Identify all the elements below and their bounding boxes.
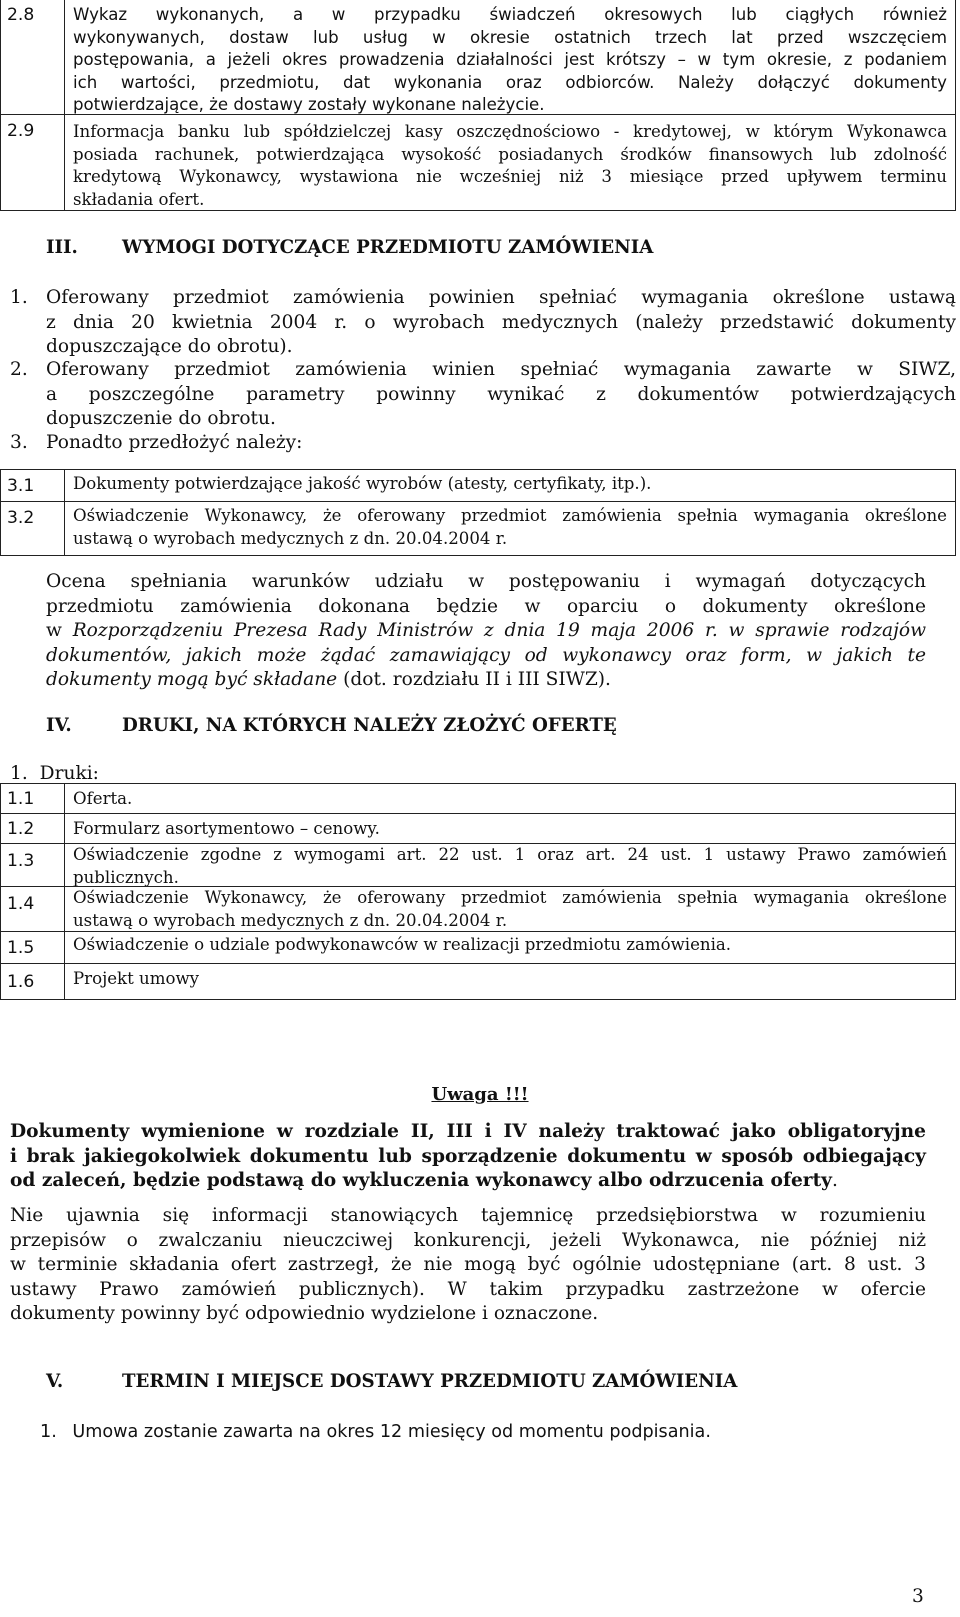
- row-number: 3.1: [1, 470, 65, 501]
- subsection-heading: 1. Druki:: [10, 763, 99, 784]
- warning-paragraph: Nie ujawnia się informacji stanowiących tajemnicę przedsiębiorstwa w rozumieniu przepisów o zwalczaniu nieuczciwej konkurencji, jeżeli Wykonawca, nie później niż w terminie składania ofert zastrzegł, że nie mogą być ogólnie udostępniane (art. 8 ust. 3 ustawy Prawo zamówień publicznych). W takim przypadku zastrzeżone w ofercie dokumenty powinny być odpowiednio wydzielone i oznaczone.: [10, 1205, 926, 1324]
- table-row: [0, 0, 956, 115]
- row-text: Dokumenty potwierdzające jakość wyrobów (atesty, certyfikaty, itp.).: [73, 474, 652, 493]
- table-row: [0, 783, 956, 814]
- item-number: 3.: [10, 432, 28, 453]
- warning-bold-paragraph: Dokumenty wymienione w rozdziale II, III i IV należy traktować jako obligatoryjne i brak jakiegokolwiek dokumentu lub sporządzenie dokumentu w sposób odbiegający od zaleceń, będzie podstawą do wykluczenia wykonawcy albo odrzucenia oferty.: [10, 1121, 926, 1191]
- section-number: V.: [46, 1371, 64, 1392]
- row-number: 1.5: [1, 932, 65, 963]
- row-number: 3.2: [1, 502, 65, 555]
- row-number: 2.9: [1, 115, 65, 210]
- table-row: [0, 813, 956, 844]
- row-text: Oświadczenie Wykonawcy, że oferowany przedmiot zamówienia spełnia wymagania określone ustawą o wyrobach medycznych z dn. 20.04.2004 r.: [73, 506, 947, 548]
- table-row: [0, 931, 956, 964]
- list-item: 3. Ponadto przedłożyć należy:: [10, 431, 956, 456]
- table-row: [0, 963, 956, 1000]
- section-title: TERMIN I MIEJSCE DOSTAWY PRZEDMIOTU ZAMÓWIENIA: [122, 1371, 738, 1392]
- table-row: [0, 469, 956, 502]
- row-text: Oferta.: [73, 789, 133, 808]
- row-text: Formularz asortymentowo – cenowy.: [73, 819, 380, 838]
- page-number: 3: [912, 1586, 924, 1607]
- row-text: Oświadczenie zgodne z wymogami art. 22 ust. 1 oraz art. 24 ust. 1 ustawy Prawo zamówień publicznych.: [73, 845, 947, 887]
- list-item: 1. Oferowany przedmiot zamówienia powinien spełniać wymagania określone ustawą z dnia 20 kwietnia 2004 r. o wyrobach medycznych (należy przedstawić dokumenty dopuszczające do obrotu).: [10, 287, 956, 357]
- warning-title: Uwaga !!!: [431, 1084, 529, 1105]
- row-text: Wykaz wykonanych, a w przypadku świadczeń okresowych lub ciągłych również wykonywanych, dostaw lub usług w okresie ostatnich trzech lat przed wszczęciem postępowania, a jeżeli okres prowadzenia działalności jest krótszy – w tym okresie, z podaniem ich wartości, przedmiotu, dat wykonania oraz odbiorców. Należy dołączyć dokumenty potwierdzające, że dostawy zostały wykonane należycie.: [73, 5, 947, 114]
- table-row: [0, 843, 956, 887]
- section-title: WYMOGI DOTYCZĄCE PRZEDMIOTU ZAMÓWIENIA: [122, 237, 654, 258]
- row-text: Informacja banku lub spółdzielczej kasy oszczędnościowo - kredytowej, w którym Wykonawca posiada rachunek, potwierdzająca wysokość posiadanych środków finansowych lub zdolność kredytową Wykonawcy, wystawiona nie wcześniej niż 3 miesiące przed upływem terminu składania ofert.: [73, 122, 947, 209]
- item-number: 2.: [10, 359, 28, 380]
- row-number: 2.8: [1, 0, 65, 114]
- table-row: [0, 501, 956, 556]
- section-number: III.: [46, 237, 78, 258]
- assessment-paragraph: Ocena spełniania warunków udziału w postępowaniu i wymagań dotyczących przedmiotu zamówienia dokonana będzie w oparciu o dokumenty określone w Rozporządzeniu Prezesa Rady Ministrów z dnia 19 maja 2006 r. w sprawie rodzajów dokumentów, jakich może żądać zamawiający od wykonawcy oraz form, w jakich te dokumenty mogą być składane (dot. rozdziału II i III SIWZ).: [46, 571, 926, 690]
- item-number: 1.: [10, 287, 28, 308]
- row-text: Oświadczenie o udziale podwykonawców w realizacji przedmiotu zamówienia.: [73, 935, 732, 954]
- section-title: DRUKI, NA KTÓRYCH NALEŻY ZŁOŻYĆ OFERTĘ: [122, 715, 617, 736]
- section-number: IV.: [46, 715, 72, 736]
- row-number: 1.4: [1, 887, 65, 931]
- row-text: Projekt umowy: [73, 969, 200, 988]
- row-number: 1.2: [1, 814, 65, 843]
- list-item: 1. Umowa zostanie zawarta na okres 12 miesięcy od momentu podpisania.: [40, 1422, 711, 1442]
- row-number: 1.3: [1, 844, 65, 886]
- row-number: 1.6: [1, 964, 65, 999]
- row-text: Oświadczenie Wykonawcy, że oferowany przedmiot zamówienia spełnia wymagania określone ustawą o wyrobach medycznych z dn. 20.04.2004 r.: [73, 888, 947, 930]
- table-row: [0, 114, 956, 211]
- row-number: 1.1: [1, 784, 65, 813]
- table-row: [0, 886, 956, 932]
- list-item: 2. Oferowany przedmiot zamówienia winien spełniać wymagania zawarte w SIWZ, a poszczególne parametry powinny wynikać z dokumentów potwierdzających dopuszczenie do obrotu.: [10, 359, 956, 429]
